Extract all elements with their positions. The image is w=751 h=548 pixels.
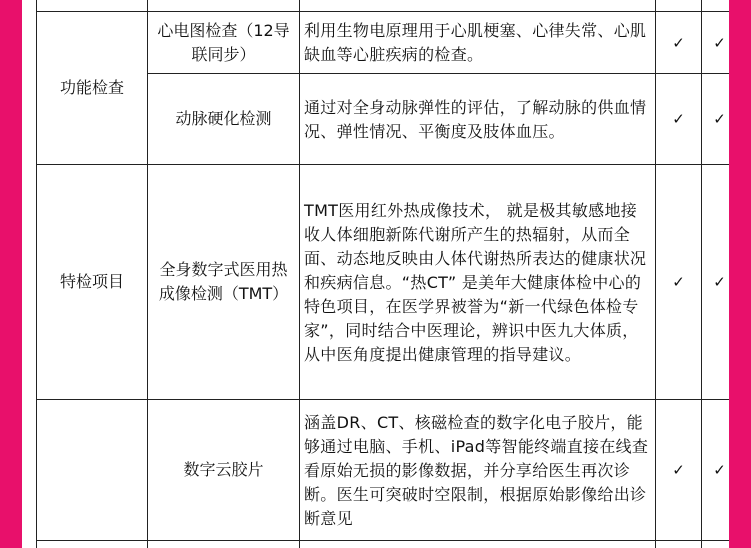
check-mark: ✓ [656, 400, 702, 541]
check-mark: ✓ [702, 74, 730, 165]
category-cell: 功能检查 [37, 12, 148, 165]
item-description: 利用生物电原理用于心肌梗塞、心律失常、心肌缺血等心脏疾病的检查。 [300, 12, 656, 74]
item-description: 通过对全身动脉弹性的评估，了解动脉的供血情况、弹性情况、平衡度及肢体血压。 [300, 74, 656, 165]
item-description: TMT医用红外热成像技术， 就是极其敏感地接收人体细胞新陈代谢所产生的热辐射，从而全面、动态地反映由人体代谢热所表达的健康状况和疾病信息。“热CT” 是美年大健康体检中心的特色项目，在医学界被誉为“新一代绿色体检专家”，同时结合中医理论，辨识中医九大体质，从中医角度提出健康管理的指导建议。 [300, 165, 656, 400]
check-mark: ✓ [656, 74, 702, 165]
item-name: 心电图检查（12导联同步） [148, 12, 300, 74]
category-cell: 特检项目 [37, 165, 148, 400]
table-row [37, 541, 730, 548]
table-row [37, 12, 730, 74]
item-name: 全身数字式医用热成像检测（TMT） [148, 165, 300, 400]
checkup-table [36, 0, 729, 548]
item-name: 数字云胶片 [148, 400, 300, 541]
check-mark: ✓ [656, 165, 702, 400]
table-row [37, 165, 730, 400]
item-description: 涵盖DR、CT、核磁检查的数字化电子胶片，能够通过电脑、手机、iPad等智能终端直接在线查看原始无损的影像数据，并分享给医生再次诊断。医生可突破时空限制，根据原始影像给出诊断意见 [300, 400, 656, 541]
item-name: 动脉硬化检测 [148, 74, 300, 165]
check-mark: ✓ [702, 400, 730, 541]
category-cell [37, 400, 148, 541]
check-mark: ✓ [656, 12, 702, 74]
page-sheet [22, 0, 729, 548]
table-row [37, 400, 730, 541]
check-mark: ✓ [702, 165, 730, 400]
check-mark: ✓ [702, 12, 730, 74]
table-row [37, 0, 730, 12]
